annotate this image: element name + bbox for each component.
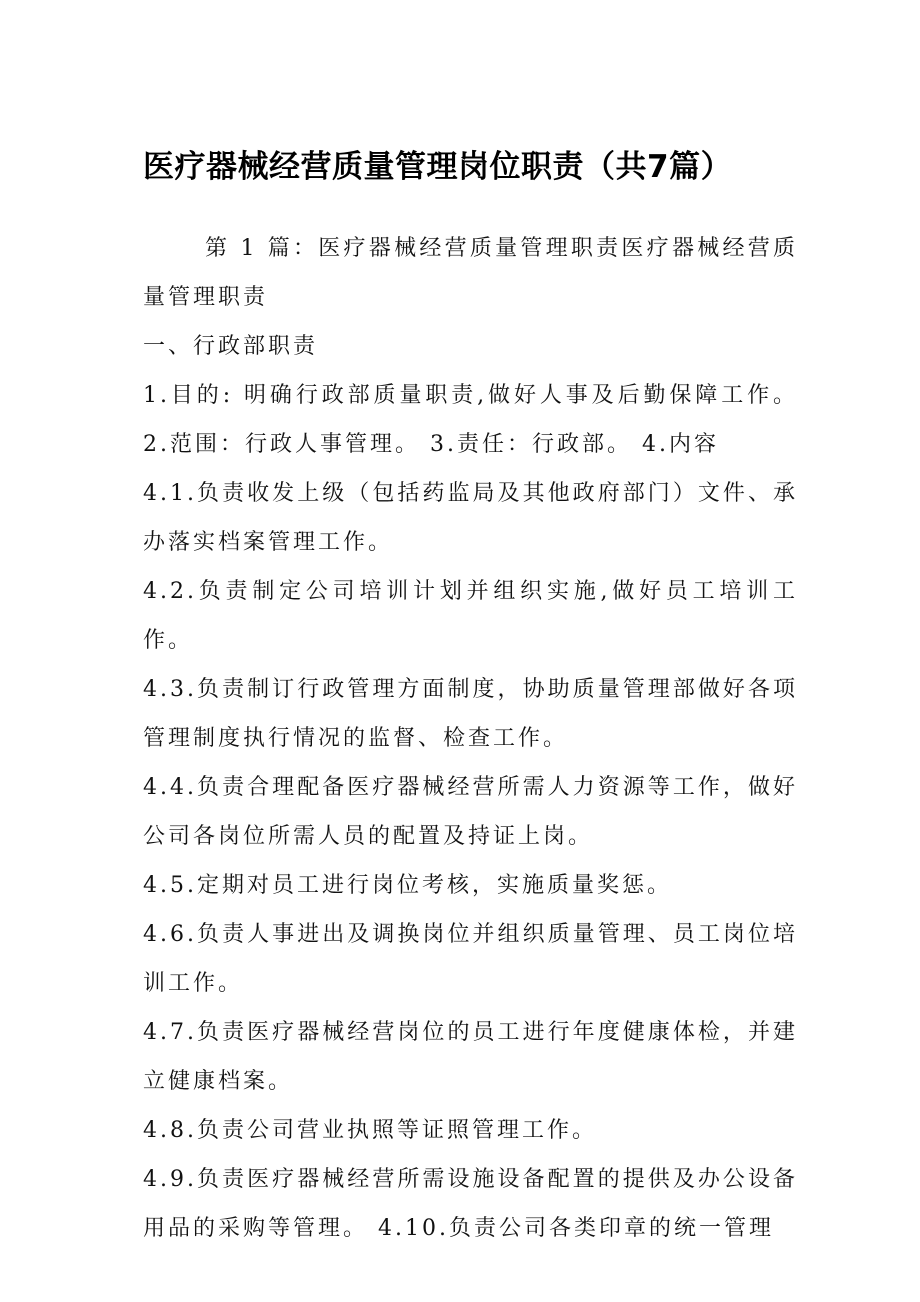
paragraph-item-4-2: 4.2.负责制定公司培训计划并组织实施,做好员工培训工作。 [143, 579, 798, 653]
paragraph-item-4-7: 4.7.负责医疗器械经营岗位的员工进行年度健康体检，并建立健康档案。 [143, 1020, 798, 1094]
paragraph-section-heading: 一、行政部职责 [143, 334, 319, 359]
paragraph-item-4-5: 4.5.定期对员工进行岗位考核，实施质量奖惩。 [143, 873, 672, 898]
paragraph-item-4-4: 4.4.负责合理配备医疗器械经营所需人力资源等工作，做好公司各岗位所需人员的配置及持证上岗。 [143, 775, 798, 849]
document-body [143, 224, 798, 1253]
paragraph-item-4-6: 4.6.负责人事进出及调换岗位并组织质量管理、员工岗位培训工作。 [143, 922, 798, 996]
paragraph-item-4-9: 4.9.负责医疗器械经营所需设施设备配置的提供及办公设备用品的采购等管理。 4.10.负责公司各类印章的统一管理 [143, 1167, 798, 1241]
document-title: 医疗器械经营质量管理岗位职责（共7篇） [143, 149, 733, 185]
paragraph-chapter-heading: 第 1 篇：医疗器械经营质量管理职责医疗器械经营质量管理职责 [143, 236, 798, 310]
paragraph-item-4-3: 4.3.负责制订行政管理方面制度，协助质量管理部做好各项管理制度执行情况的监督、检查工作。 [143, 677, 798, 751]
paragraph-item-1: 1.目的: 明确行政部质量职责,做好人事及后勤保障工作。2.范围：行政人事管理。 3.责任：行政部。 4.内容 [143, 383, 798, 457]
paragraph-item-4-1: 4.1.负责收发上级（包括药监局及其他政府部门）文件、承办落实档案管理工作。 [143, 481, 798, 555]
paragraph-item-4-8: 4.8.负责公司营业执照等证照管理工作。 [143, 1118, 597, 1143]
